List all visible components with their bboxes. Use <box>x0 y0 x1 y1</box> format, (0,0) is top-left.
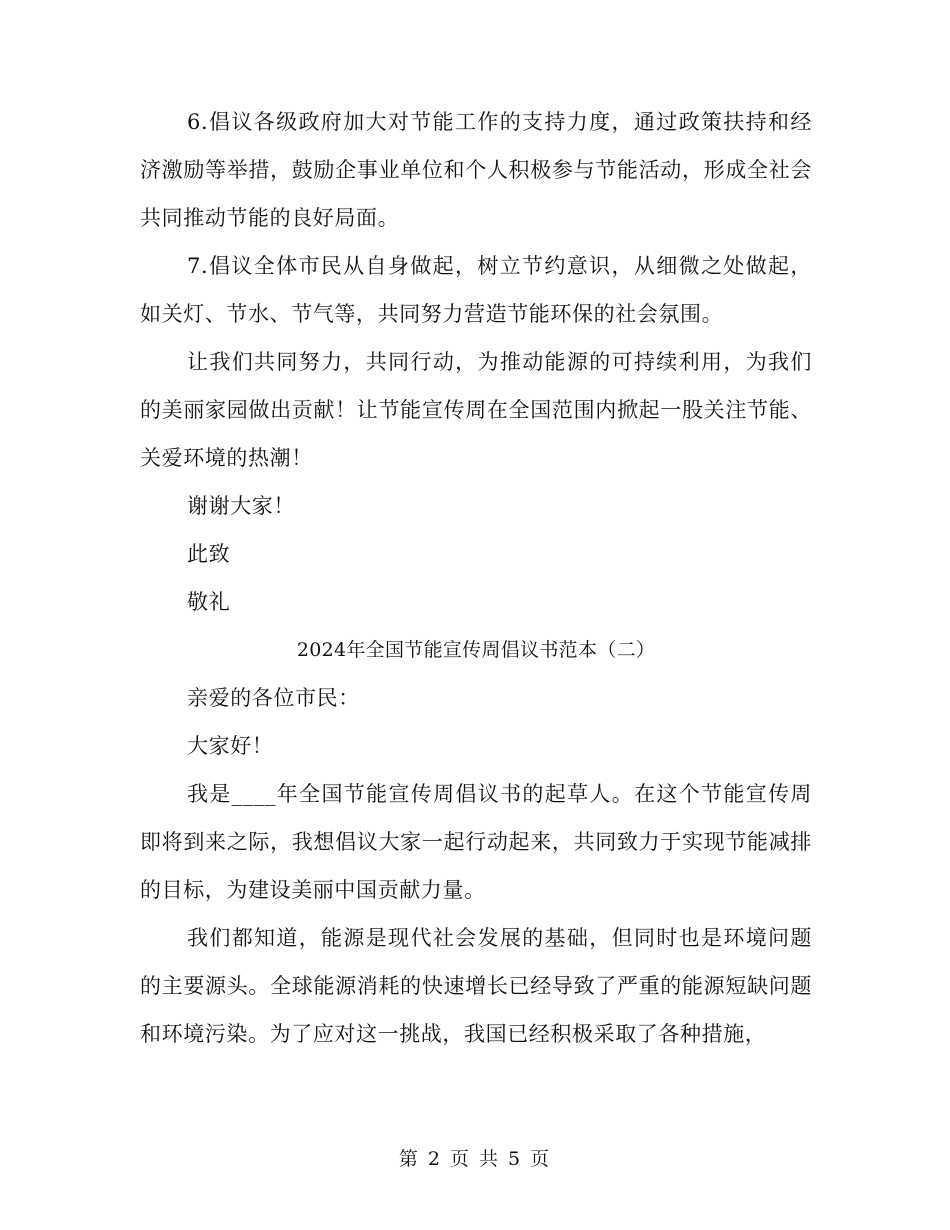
section-title: 2024年全国节能宣传周倡议书范本（二） <box>296 639 656 661</box>
paragraph: 大家好！ <box>187 734 274 758</box>
paragraph: 我们都知道，能源是现代社会发展的基础，但同时也是环境问题的主要源头。全球能源消耗的快速增长已经导致了严重的能源短缺问题和环境污染。为了应对这一挑战，我国已经积极采取了各种措施， <box>140 926 812 1046</box>
paragraph: 此致 <box>187 542 231 566</box>
paragraph: 我是____年全国节能宣传周倡议书的起草人。在这个节能宣传周即将到来之际，我想倡议大家一起行动起来，共同致力于实现节能减排的目标，为建设美丽中国贡献力量。 <box>140 782 812 902</box>
page-footer: 第 2 页 共 5 页 <box>398 1148 552 1170</box>
paragraph: 6.倡议各级政府加大对节能工作的支持力度，通过政策扶持和经济激励等举措，鼓励企事业单位和个人积极参与节能活动，形成全社会共同推动节能的良好局面。 <box>140 110 812 230</box>
paragraph: 谢谢大家！ <box>187 494 295 518</box>
paragraph: 敬礼 <box>187 590 231 614</box>
paragraph: 让我们共同努力，共同行动，为推动能源的可持续利用，为我们的美丽家园做出贡献！让节能宣传周在全国范围内掀起一股关注节能、关爱环境的热潮！ <box>140 350 812 470</box>
page-body <box>140 98 812 1058</box>
paragraph: 亲爱的各位市民： <box>187 686 360 710</box>
paragraph: 7.倡议全体市民从自身做起，树立节约意识，从细微之处做起，如关灯、节水、节气等，共同努力营造节能环保的社会氛围。 <box>140 254 812 326</box>
